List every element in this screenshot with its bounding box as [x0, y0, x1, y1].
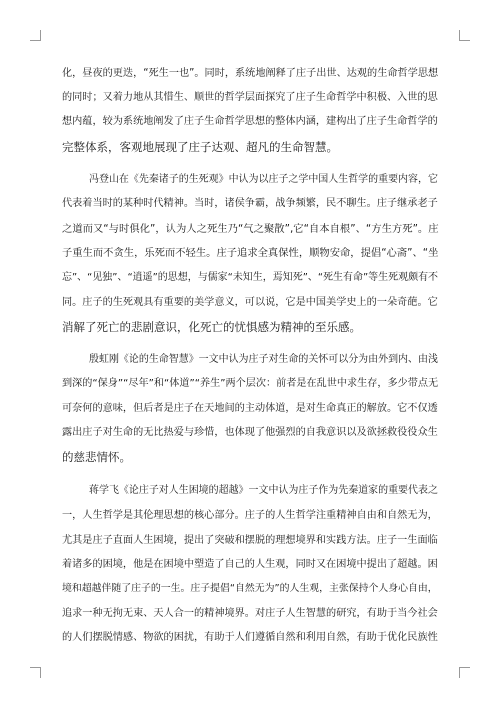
body-text-line: 的同时；又着力地从其惜生、顺世的哲学层面探究了庄子生命哲学中积极、入世的思 — [62, 92, 438, 103]
paragraph-first-line: 殷虹刚《论的生命智慧》一文中认为庄子对生命的关怀可以分为由外到内、由浅 — [89, 354, 438, 365]
body-text-line: 可奈何的意味，但后者是庄子在天地间的主动体道，是对生命真正的解放。它不仅透 — [62, 403, 438, 414]
body-text-line: 境和超越伴随了庄子的一生。庄子提倡“自然无为”的人生观，主张保持个人身心自由， — [62, 583, 438, 594]
body-text-line: 到深的“保身”“尽年”和“体道”“养生”两个层次：前者是在乱世中求生存，多少带点无 — [62, 378, 439, 389]
body-text-line: 尤其是庄子直面人生困境，提出了突破和摆脱的理想境界和实践方法。庄子一生面临 — [62, 535, 438, 546]
body-text-line: 化，昼夜的更迭，“死生一也”。同时，系统地阐释了庄子出世、达观的生命哲学思想 — [62, 68, 439, 79]
body-text-line: 的慈悲情怀。 — [62, 450, 131, 464]
body-text-line: 完整体系，客观地展现了庄子达观、超凡的生命智慧。 — [62, 140, 338, 154]
body-text-line: 的人们摆脱情感、物欲的困扰，有助于人们遵循自然和利用自然，有助于优化民族性 — [62, 632, 438, 643]
corner-crop-mark-bottom-right — [459, 667, 470, 678]
body-text-line: 代表着当时的某种时代精神。当时，诸侯争霸，战争频繁，民不聊生。庄子继承老子 — [62, 198, 438, 209]
body-text-line: 同。庄子的生死观具有重要的美学意义，可以说，它是中国美学史上的一朵奇葩。它 — [62, 297, 438, 308]
corner-crop-mark-bottom-left — [30, 667, 41, 678]
body-text-line: 子重生而不贪生，乐死而不轻生。庄子追求全真保性，顺物安命，提倡“心斋”、“坐 — [62, 247, 439, 259]
paragraph-first-line: 蒋学飞《论庄子对人生困境的超越》一文中认为庄子作为先秦道家的重要代表之 — [89, 485, 438, 496]
body-text-line: 忘”、“见独”、“逍遥”的思想，与儒家“未知生，焉知死”、“死生有命”等生死观颇有不 — [62, 272, 439, 283]
body-text-line: 想内蕴，较为系统地阐发了庄子生命哲学思想的整体内涵，建构出了庄子生命哲学的 — [62, 116, 438, 127]
corner-crop-mark-top-left — [30, 30, 41, 41]
body-text-line: 消解了死亡的悲剧意识，化死亡的忧惧感为精神的至乐感。 — [62, 320, 361, 334]
body-text-line: 追求一种无拘无束、天人合一的精神境界。对庄子人生智慧的研究，有助于当今社会 — [62, 608, 438, 619]
paragraph-first-line: 冯登山在《先秦诸子的生死观》中认为以庄子之学中国人生哲学的重要内容，它 — [89, 174, 438, 185]
body-text-line: 露出庄子对生命的无比热爱与珍惜，也体现了他强烈的自我意识以及欲拯救役役众生 — [62, 427, 438, 438]
body-text-line: 之道而又“与时俱化”，认为人之死生乃“气之聚散”,它“自本自根”、“方生方死”。庄 — [62, 223, 439, 235]
body-text-line: 一，人生哲学是其伦理思想的核心部分。庄子的人生哲学注重精神自由和自然无为， — [62, 510, 438, 521]
corner-crop-mark-top-right — [459, 30, 470, 41]
body-text-line: 着诸多的困境，他是在困境中塑造了自己的人生观，同时又在困境中提出了超越。困 — [62, 559, 438, 570]
